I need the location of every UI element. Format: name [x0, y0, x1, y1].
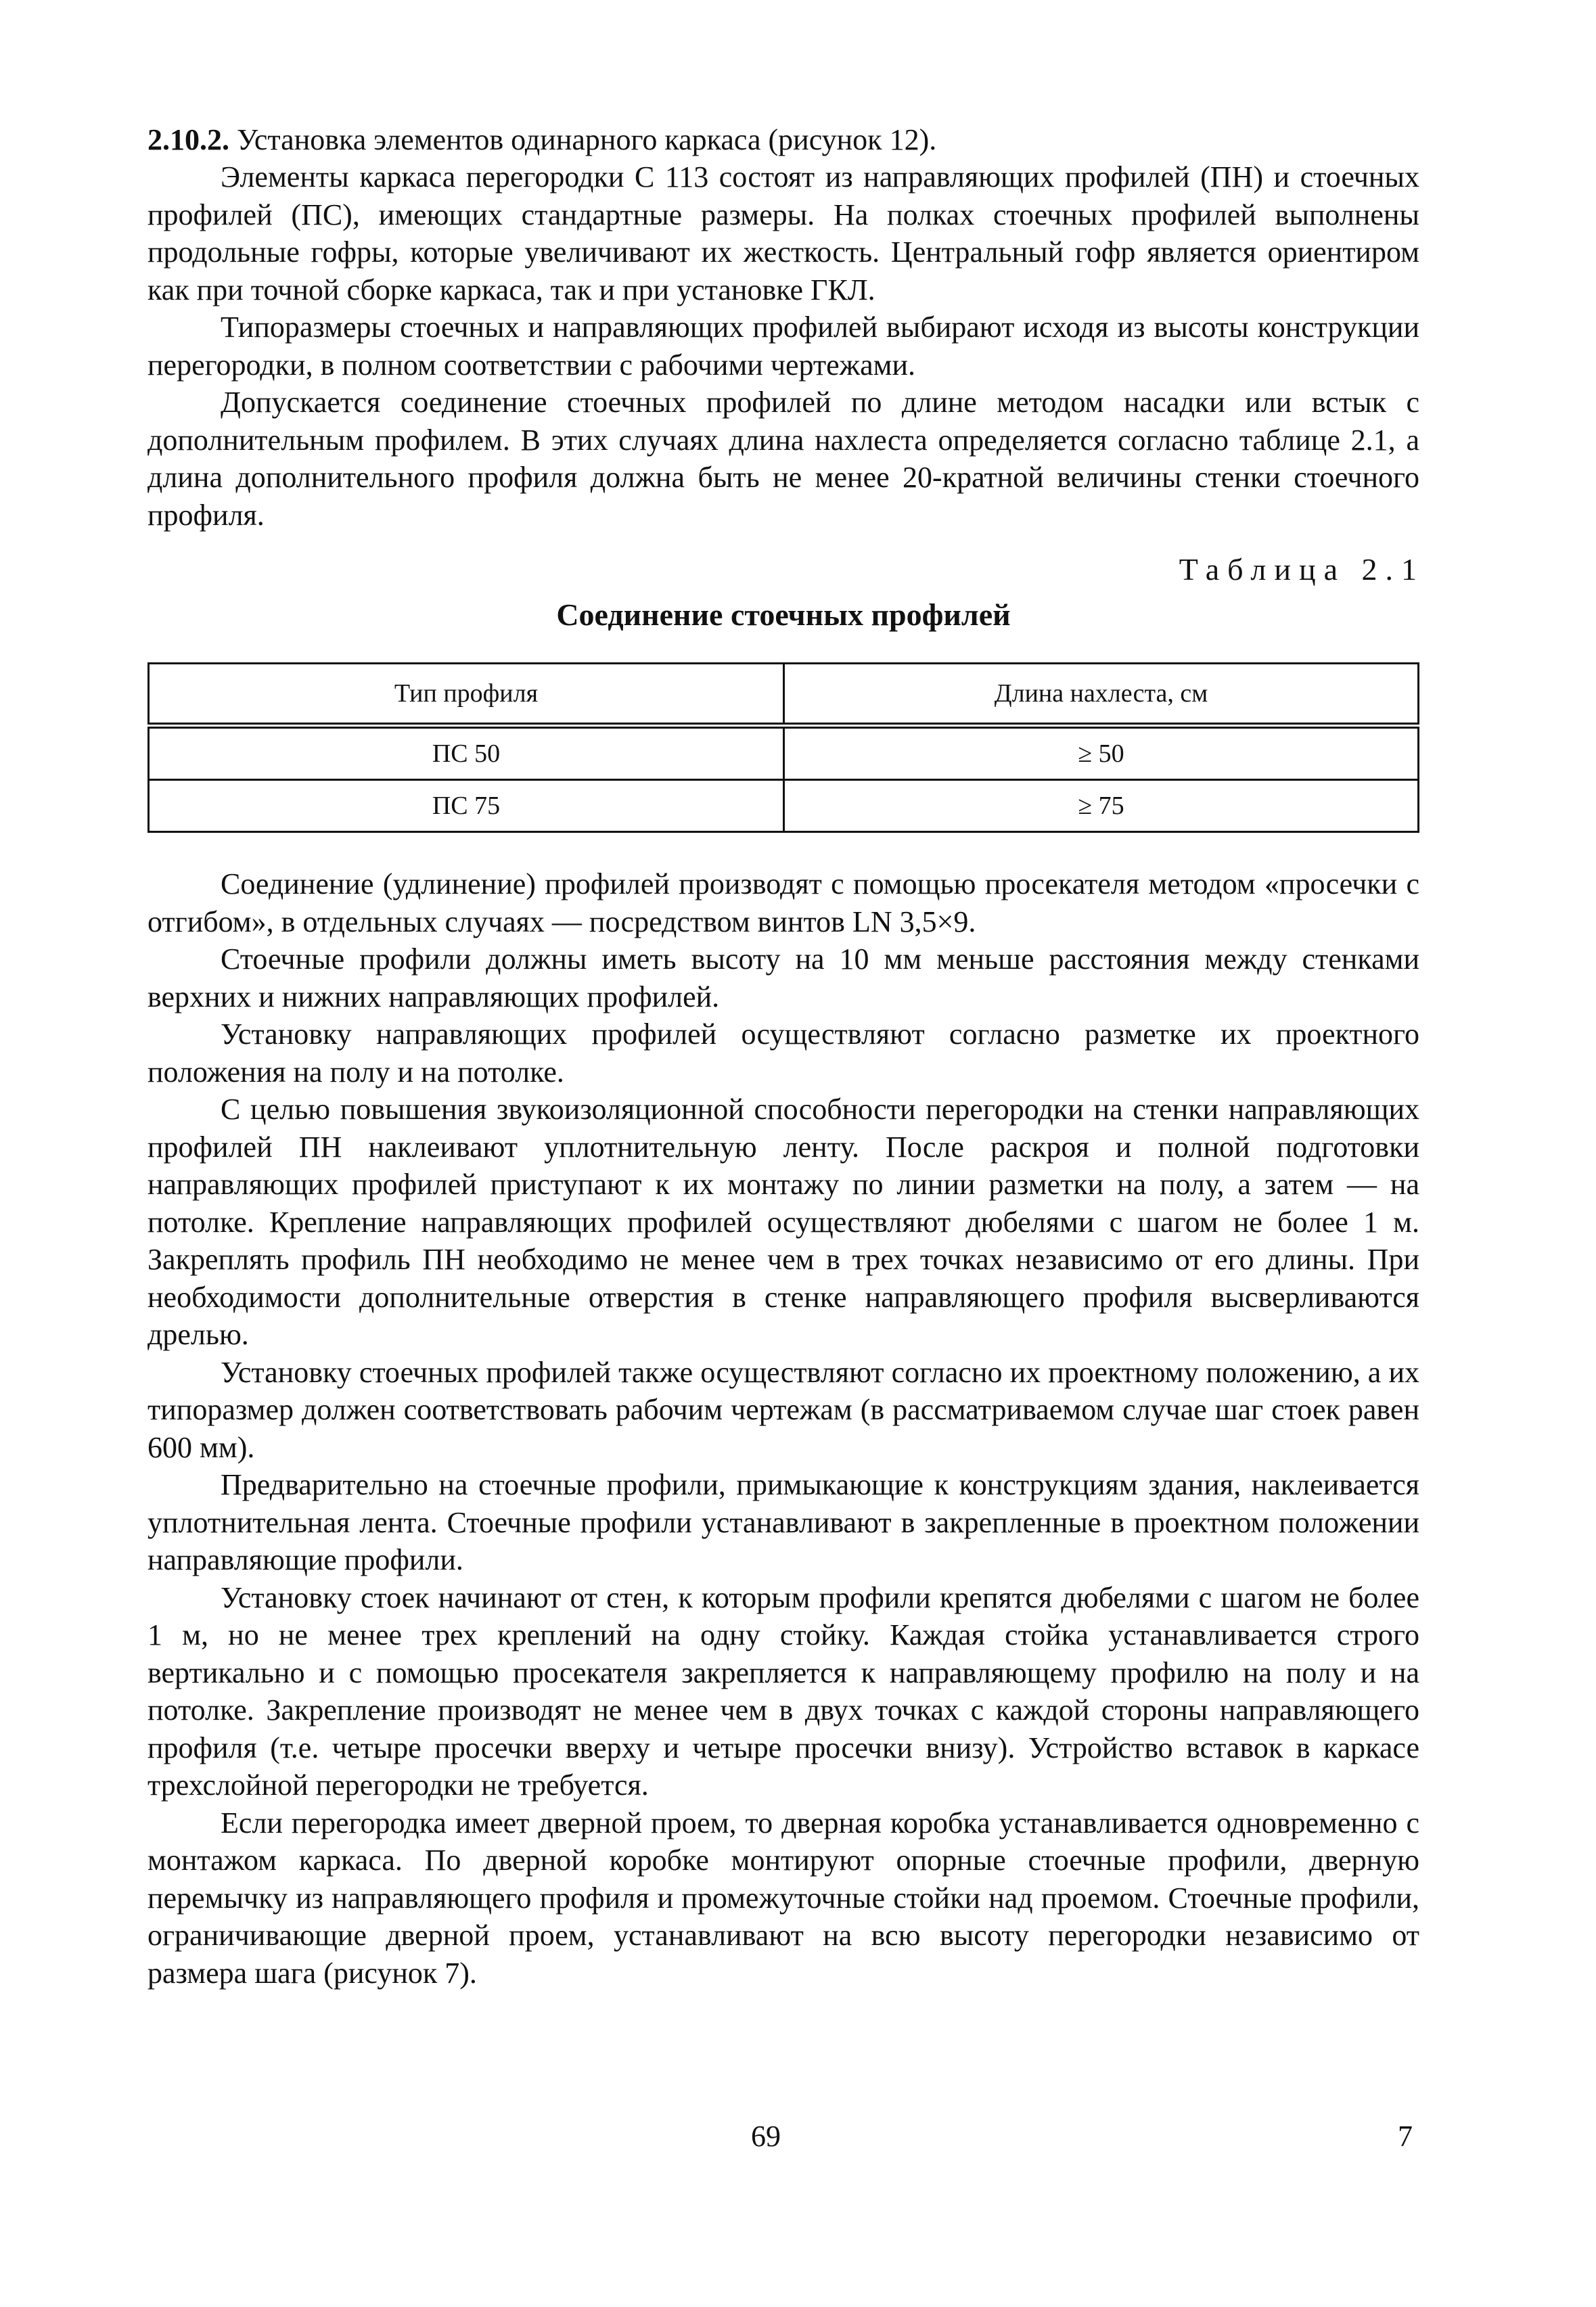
paragraph: Установку стоечных профилей также осуществляют согласно их проектному положению, а их типоразмер должен соответствовать рабочим чертежам (в рассматриваемом случае шаг стоек равен 600 мм). [147, 1355, 1419, 1464]
table-cell: ПС 50 [149, 726, 784, 780]
table-title: Соединение стоечных профилей [556, 597, 1011, 632]
table-row [149, 780, 1419, 832]
table-header-row [149, 664, 1419, 726]
profiles-table [147, 662, 1419, 833]
paragraph: Установку направляющих профилей осуществляют согласно разметке их проектного положения на полу и на потолке. [147, 1018, 1419, 1089]
paragraph: Предварительно на стоечные профили, примыкающие к конструкциям здания, наклеивается уплотнительная лента. Стоечные профили устанавливают в закрепленные в проектном положении направляющие профили. [147, 1468, 1419, 1576]
paragraph: Типоразмеры стоечных и направляющих профилей выбирают исходя из высоты конструкции перегородки, в полном соответствии с рабочими чертежами. [147, 311, 1419, 382]
table-cell: ≥ 50 [784, 726, 1419, 780]
paragraph: Элементы каркаса перегородки С 113 состоят из направляющих профилей (ПН) и стоечных профилей (ПС), имеющих стандартные размеры. На полках стоечных профилей выполнены продольные гофры, которые увеличивают их жесткость. Центральный гофр является ориентиром как при точной сборке каркаса, так и при установке ГКЛ. [147, 160, 1419, 306]
paragraph: Соединение (удлинение) профилей производят с помощью просекателя методом «просечки с отгибом», в отдельных случаях — посредством винтов LN 3,5×9. [147, 867, 1419, 938]
table-cell: ПС 75 [149, 780, 784, 832]
document-page [147, 122, 1425, 1992]
paragraph: Стоечные профили должны иметь высоту на 10 мм меньше расстояния между стенками верхних и нижних направляющих профилей. [147, 942, 1419, 1013]
paragraph: Установку стоек начинают от стен, к которым профили крепятся дюбелями с шагом не более 1 м, но не менее трех креплений на одну стойку. Каждая стойка устанавливается строго вертикально и с помощью просекателя закрепляется к направляющему профилю на полу и на потолке. Закрепление производят не менее чем в двух точках с каждой стороны направляющего профиля (т.е. четыре просечки вверху и четыре просечки внизу). Устройство вставок в каркасе трехслойной перегородки не требуется. [147, 1580, 1419, 1802]
page-number: 69 [751, 2120, 781, 2153]
table-cell: ≥ 75 [784, 780, 1419, 832]
section-title: Установка элементов одинарного каркаса (рисунок 12). [229, 123, 937, 156]
paragraph: Если перегородка имеет дверной проем, то дверная коробка устанавливается одновременно с монтажом каркаса. По дверной коробке монтируют опорные стоечные профили, дверную перемычку из направляющего профиля и промежуточные стойки над проемом. Стоечные профили, ограничивающие дверной проем, устанавливают на всю высоту перегородки независимо от размера шага (рисунок 7). [147, 1806, 1419, 1990]
column-header-overlap-length: Длина нахлеста, см [784, 664, 1419, 726]
paragraph: С целью повышения звукоизоляционной способности перегородки на стенки направляющих профилей ПН наклеивают уплотнительную ленту. После раскроя и полной подготовки направляющих профилей приступают к их монтажу по линии разметки на полу, а затем — на потолке. Крепление направляющих профилей осуществляют дюбелями с шагом не более 1 м. Закреплять профиль ПН необходимо не менее чем в трех точках независимо от его длины. При необходимости дополнительные отверстия в стенке направляющего профиля высверливаются дрелью. [147, 1093, 1419, 1351]
section-number: 2.10.2. [147, 123, 229, 156]
section-heading [147, 122, 1419, 158]
column-header-profile-type: Тип профиля [149, 664, 784, 726]
paragraph: Допускается соединение стоечных профилей по длине методом насадки или встык с дополнительным профилем. В этих случаях длина нахлеста определяется согласно таблице 2.1, а длина дополнительного профиля должна быть не менее 20-кратной величины стенки стоечного профиля. [147, 386, 1419, 532]
table-caption: Таблица 2.1 [1179, 552, 1425, 587]
table-row [149, 726, 1419, 780]
sheet-number: 7 [1398, 2120, 1413, 2153]
